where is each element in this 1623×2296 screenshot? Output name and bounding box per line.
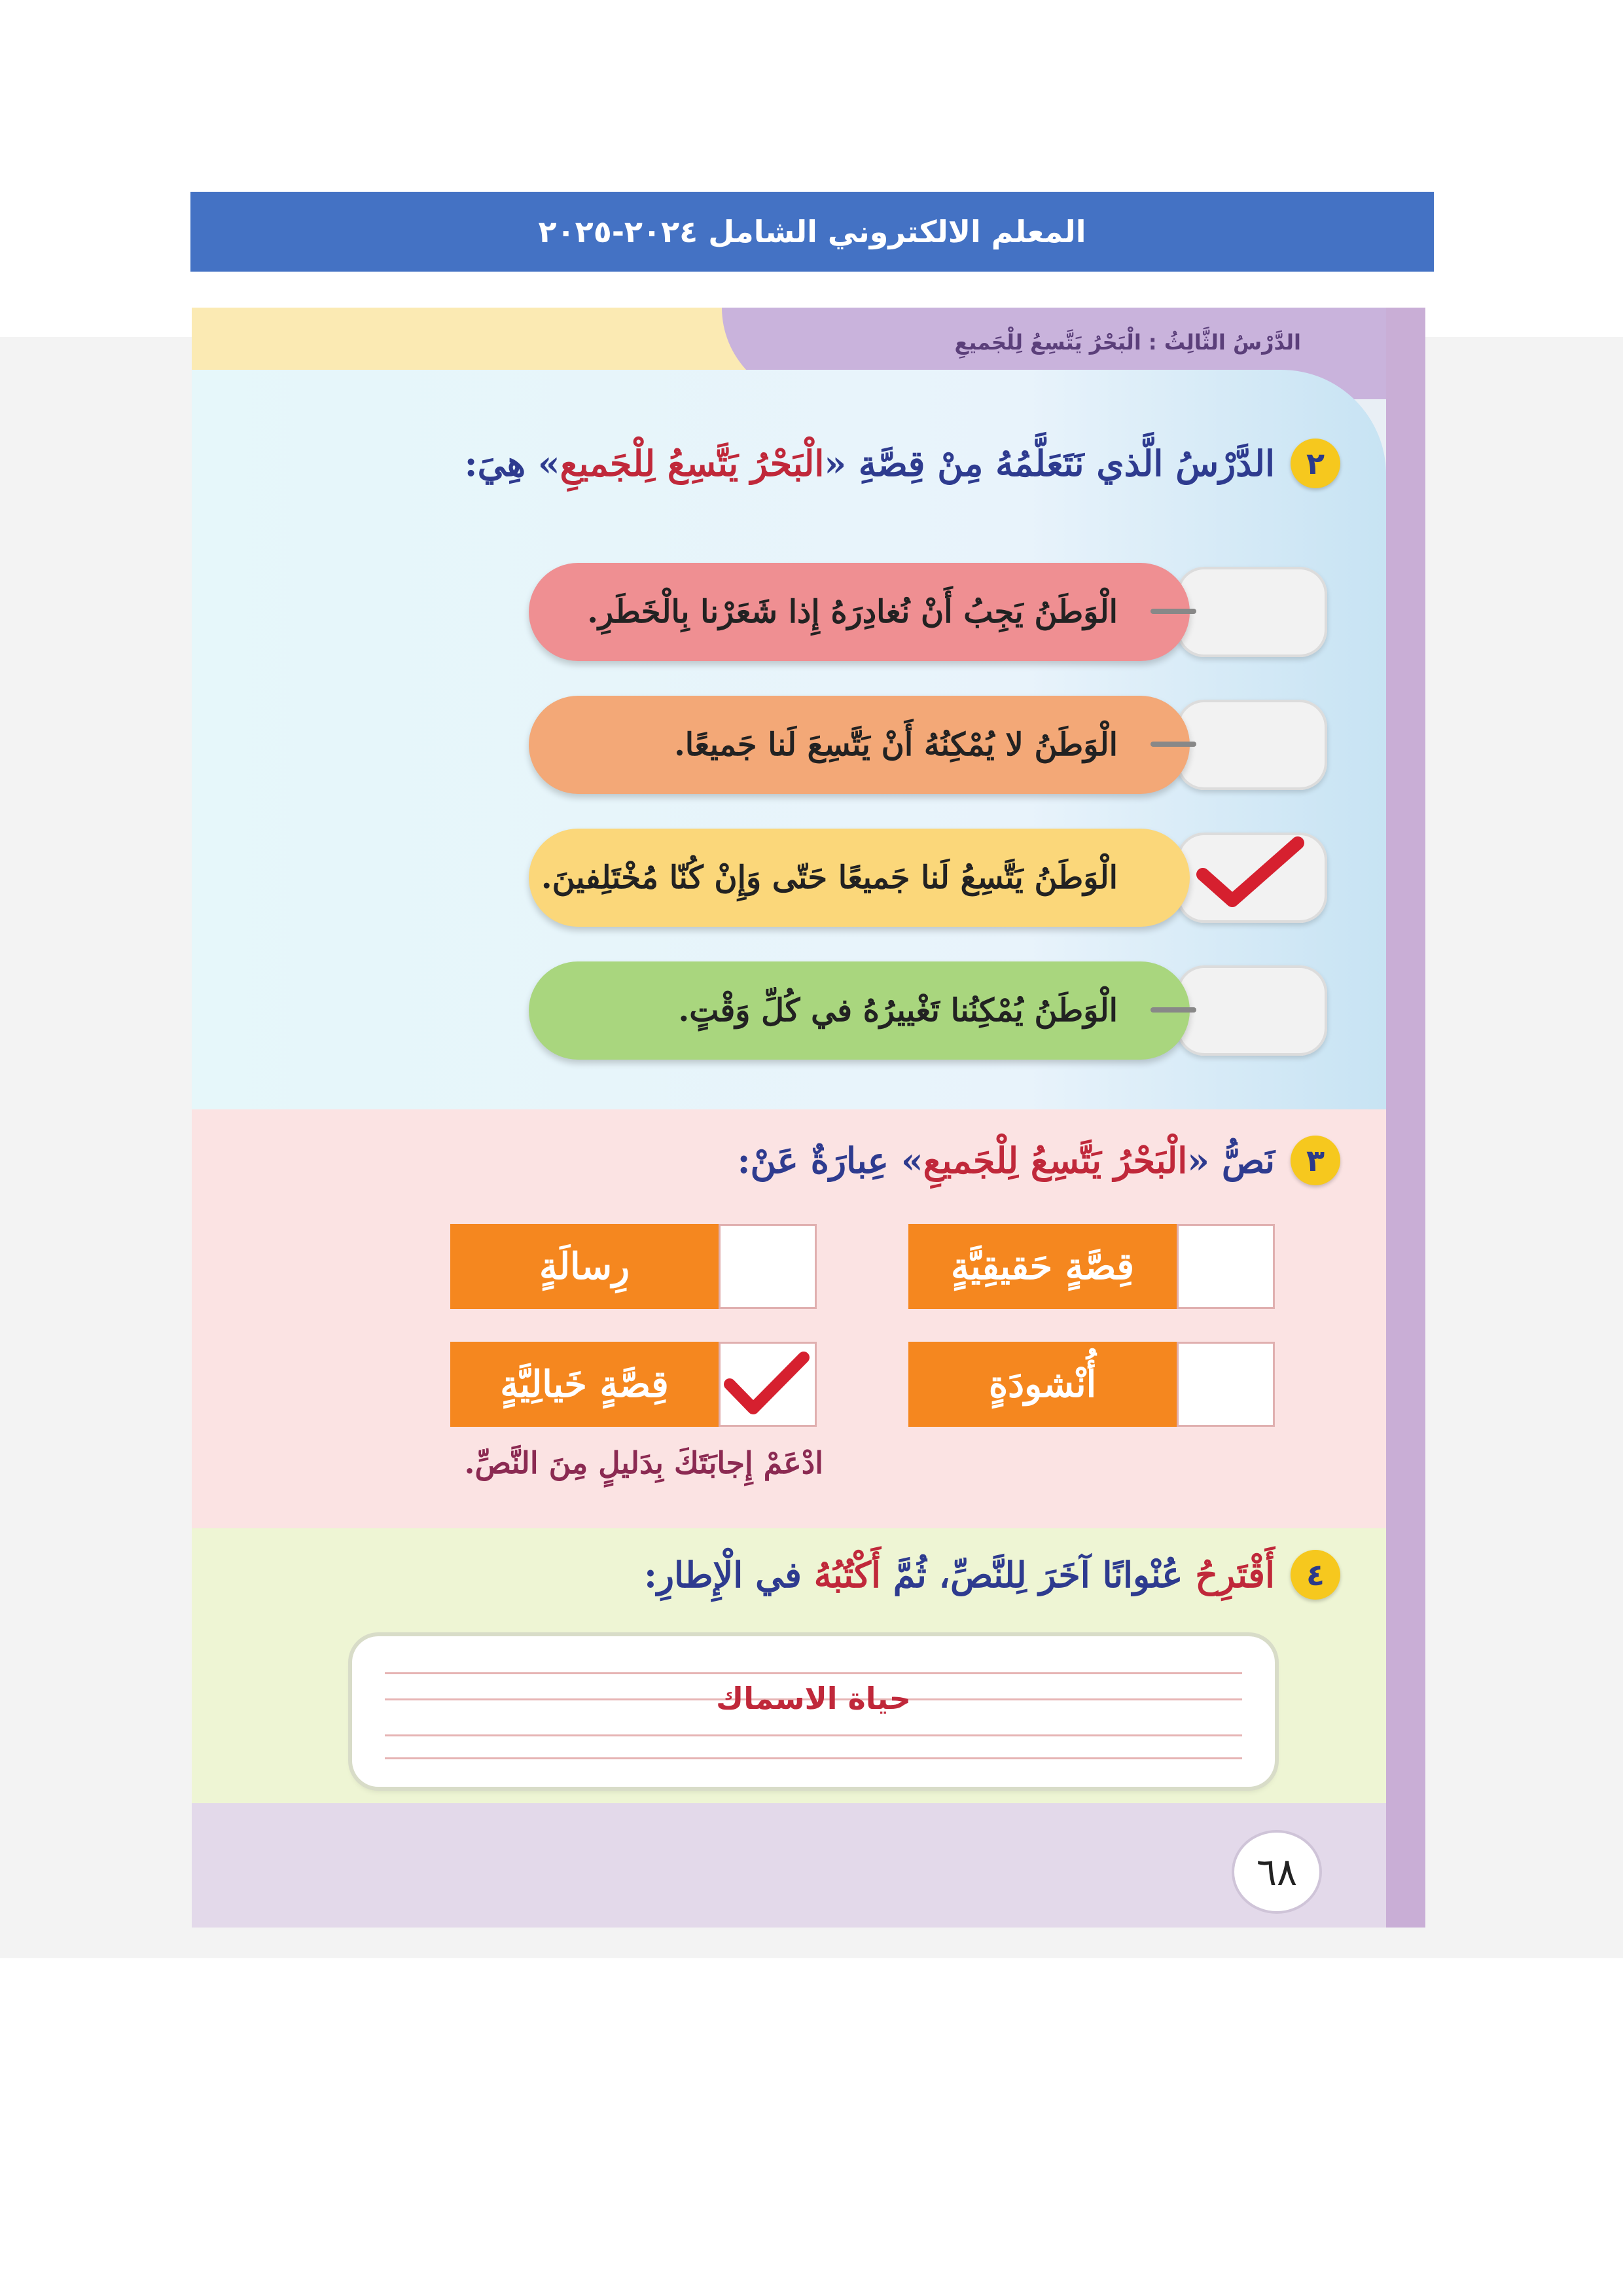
question-2-heading: [465, 439, 1340, 488]
dash-mark: [1150, 1007, 1196, 1013]
question-text-start: الدَّرْسُ الَّذي نَتَعَلَّمُهُ مِنْ قِصَّةِ «: [824, 442, 1275, 484]
support-instruction: ادْعَمْ إِجابَتَكَ بِدَليلٍ مِنَ النَّصِّ.: [464, 1445, 823, 1480]
choice-tile[interactable]: [450, 1224, 817, 1309]
choice-tile[interactable]: [908, 1342, 1275, 1427]
answer-checkbox[interactable]: [1177, 567, 1327, 657]
page-number: ٦٨: [1234, 1833, 1319, 1911]
question-text-start: نَصُّ «: [1187, 1139, 1275, 1181]
writing-line: [385, 1672, 1242, 1674]
choice-label: قِصَّةٍ حَقيقِيَّةٍ: [951, 1245, 1134, 1288]
header-banner: [190, 192, 1434, 272]
option-label: الْوَطَنُ يَتَّسِعُ لَنا جَميعًا حَتّى وَإِنْ كُنّا مُخْتَلِفينَ.: [541, 859, 1118, 896]
option-bar: [529, 961, 1190, 1060]
lesson-title: الدَّرْسُ الثَّالِثُ : الْبَحْرُ يَتَّسِعُ لِلْجَميعِ: [954, 330, 1301, 355]
question-text: [644, 1554, 1275, 1596]
story-title: الْبَحْرُ يَتَّسِعُ لِلْجَميعِ: [560, 442, 825, 484]
question-text-mid: عُنْوانًا آخَرَ لِلنَّصِّ، ثُمَّ: [880, 1554, 1196, 1596]
dash-mark: [1150, 742, 1196, 747]
option-bar: [529, 696, 1190, 794]
choice-label-box: [908, 1224, 1177, 1309]
question-number: ٢: [1291, 439, 1340, 488]
question-text: [738, 1139, 1275, 1181]
written-answer: حياة الاسماك: [716, 1681, 911, 1716]
option-bar: [529, 563, 1190, 661]
option-row[interactable]: [522, 961, 1327, 1060]
question-verb-2: أَكْتُبُهُ: [813, 1554, 881, 1596]
question-text: [465, 442, 1275, 484]
question-verb: أَقْتَرِحُ: [1195, 1554, 1275, 1596]
page-footer: [192, 1803, 1386, 1928]
option-bar: [529, 829, 1190, 927]
story-title: الْبَحْرُ يَتَّسِعُ لِلْجَميعِ: [923, 1139, 1188, 1181]
answer-frame[interactable]: [352, 1636, 1275, 1787]
writing-line: [385, 1734, 1242, 1736]
question-4-heading: [644, 1550, 1340, 1600]
check-mark-icon: [1193, 835, 1304, 914]
choice-label-box: [450, 1342, 719, 1427]
choice-label: أُنْشودَةٍ: [988, 1363, 1097, 1406]
choice-label-box: [450, 1224, 719, 1309]
question-number: ٤: [1291, 1550, 1340, 1600]
answer-checkbox[interactable]: [1177, 1224, 1275, 1309]
option-row[interactable]: [522, 696, 1327, 794]
option-row[interactable]: [522, 563, 1327, 661]
question-text-end: » هِيَ:: [464, 442, 560, 484]
writing-line: [385, 1757, 1242, 1759]
option-label: الْوَطَنُ يَجِبُ أَنْ نُغادِرَهُ إِذا شَعَرْنا بِالْخَطَرِ.: [587, 594, 1118, 630]
check-mark-icon: [722, 1348, 810, 1420]
choice-label: قِصَّةٍ خَيالِيَّةٍ: [500, 1363, 669, 1406]
dash-mark: [1150, 609, 1196, 614]
answer-checkbox[interactable]: [719, 1224, 817, 1309]
option-row[interactable]: [522, 829, 1327, 927]
choice-label-box: [908, 1342, 1177, 1427]
option-label: الْوَطَنُ لا يُمْكِنُهُ أَنْ يَتَّسِعَ لَنا جَميعًا.: [674, 726, 1118, 763]
question-text-end: » عِبارَةٌ عَنْ:: [737, 1139, 923, 1181]
banner-title: المعلم الالكتروني الشامل ٢٠٢٤-٢٠٢٥: [538, 214, 1086, 249]
answer-checkbox[interactable]: [1177, 1342, 1275, 1427]
option-label: الْوَطَنُ يُمْكِنُنا تَغْييرُهُ في كُلِّ وَقْتٍ.: [678, 992, 1118, 1029]
question-3-heading: [738, 1136, 1340, 1185]
choice-label: رِسالَةٍ: [539, 1245, 630, 1288]
side-strip: [1386, 308, 1425, 1928]
workbook-page: [192, 308, 1425, 1928]
choice-tile[interactable]: [908, 1224, 1275, 1309]
answer-checkbox[interactable]: [1177, 965, 1327, 1056]
question-text-end: في الْإِطارِ:: [644, 1554, 814, 1596]
answer-checkbox[interactable]: [1177, 700, 1327, 790]
question-number: ٣: [1291, 1136, 1340, 1185]
choice-tile[interactable]: [450, 1342, 817, 1427]
